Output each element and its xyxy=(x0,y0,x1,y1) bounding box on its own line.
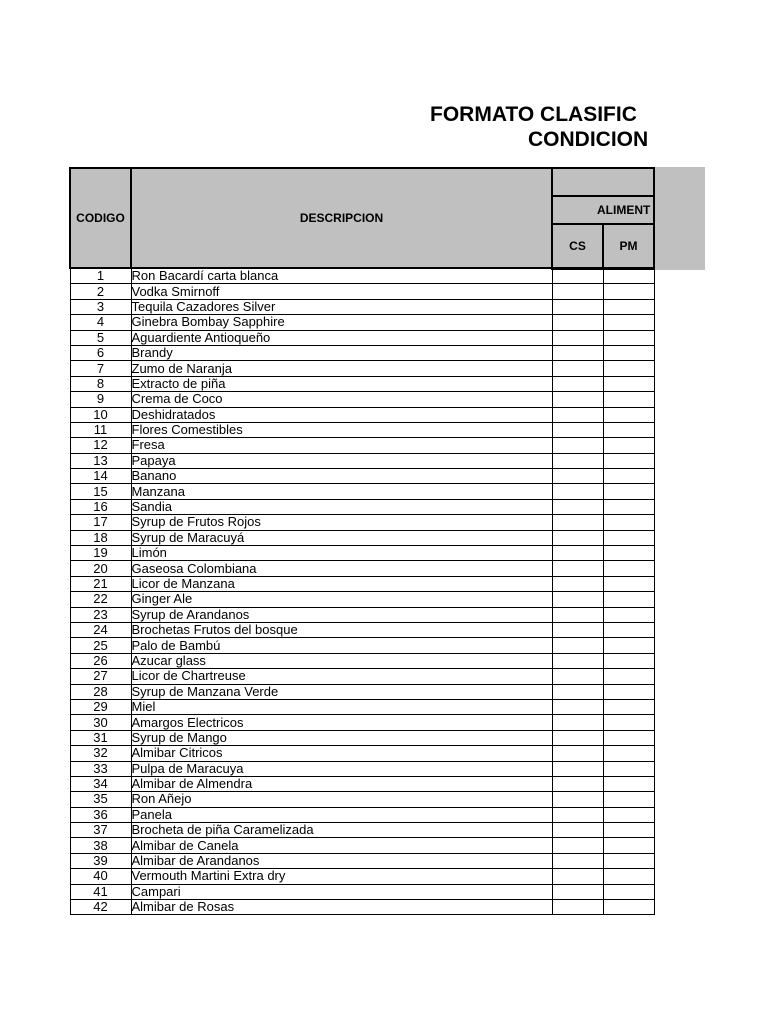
row-description: Zumo de Naranja xyxy=(131,361,552,376)
row-pm-cell[interactable] xyxy=(603,730,654,745)
row-pm-cell[interactable] xyxy=(603,330,654,345)
row-code: 3 xyxy=(70,299,131,314)
row-pm-cell[interactable] xyxy=(603,546,654,561)
row-pm-cell[interactable] xyxy=(603,376,654,391)
table-row xyxy=(70,684,654,699)
row-description: Vermouth Martini Extra dry xyxy=(131,869,552,884)
table-row xyxy=(70,838,654,853)
row-description: Aguardiente Antioqueño xyxy=(131,330,552,345)
row-cs-cell[interactable] xyxy=(552,284,603,299)
row-code: 17 xyxy=(70,515,131,530)
row-pm-cell[interactable] xyxy=(603,453,654,468)
row-cs-cell[interactable] xyxy=(552,392,603,407)
row-cs-cell[interactable] xyxy=(552,715,603,730)
row-cs-cell[interactable] xyxy=(552,422,603,437)
row-description: Almibar de Canela xyxy=(131,838,552,853)
header-pm: PM xyxy=(603,224,654,268)
row-cs-cell[interactable] xyxy=(552,484,603,499)
table-row xyxy=(70,853,654,868)
row-description: Almibar de Rosas xyxy=(131,900,552,915)
row-code: 21 xyxy=(70,576,131,591)
table-row xyxy=(70,776,654,791)
row-cs-cell[interactable] xyxy=(552,499,603,514)
row-pm-cell[interactable] xyxy=(603,607,654,622)
row-pm-cell[interactable] xyxy=(603,315,654,330)
table-row xyxy=(70,530,654,545)
table-row xyxy=(70,576,654,591)
row-code: 4 xyxy=(70,315,131,330)
row-pm-cell[interactable] xyxy=(603,853,654,868)
row-cs-cell[interactable] xyxy=(552,638,603,653)
row-description: Azucar glass xyxy=(131,653,552,668)
row-description: Miel xyxy=(131,699,552,714)
row-code: 25 xyxy=(70,638,131,653)
row-cs-cell[interactable] xyxy=(552,592,603,607)
row-cs-cell[interactable] xyxy=(552,869,603,884)
row-description: Ginger Ale xyxy=(131,592,552,607)
row-pm-cell[interactable] xyxy=(603,638,654,653)
row-pm-cell[interactable] xyxy=(603,653,654,668)
row-description: Brochetas Frutos del bosque xyxy=(131,622,552,637)
row-description: Vodka Smirnoff xyxy=(131,284,552,299)
document-title-line1: FORMATO CLASIFIC xyxy=(430,103,637,126)
row-description: Crema de Coco xyxy=(131,392,552,407)
row-description: Syrup de Arandanos xyxy=(131,607,552,622)
row-cs-cell[interactable] xyxy=(552,792,603,807)
row-code: 23 xyxy=(70,607,131,622)
row-pm-cell[interactable] xyxy=(603,622,654,637)
header-group-top xyxy=(552,168,654,196)
row-description: Gaseosa Colombiana xyxy=(131,561,552,576)
row-code: 15 xyxy=(70,484,131,499)
row-description: Manzana xyxy=(131,484,552,499)
row-cs-cell[interactable] xyxy=(552,376,603,391)
classification-table xyxy=(69,167,655,915)
row-code: 13 xyxy=(70,453,131,468)
row-cs-cell[interactable] xyxy=(552,853,603,868)
row-cs-cell[interactable] xyxy=(552,653,603,668)
row-description: Amargos Electricos xyxy=(131,715,552,730)
table-row xyxy=(70,746,654,761)
table-row xyxy=(70,361,654,376)
row-cs-cell[interactable] xyxy=(552,530,603,545)
row-cs-cell[interactable] xyxy=(552,576,603,591)
row-pm-cell[interactable] xyxy=(603,776,654,791)
row-code: 1 xyxy=(70,268,131,284)
table-row xyxy=(70,638,654,653)
row-code: 26 xyxy=(70,653,131,668)
header-codigo: CODIGO xyxy=(70,168,131,268)
header-shading-overflow xyxy=(654,167,705,270)
table-row xyxy=(70,392,654,407)
row-cs-cell[interactable] xyxy=(552,407,603,422)
row-description: Banano xyxy=(131,469,552,484)
row-code: 11 xyxy=(70,422,131,437)
row-description: Tequila Cazadores Silver xyxy=(131,299,552,314)
row-pm-cell[interactable] xyxy=(603,884,654,899)
row-code: 31 xyxy=(70,730,131,745)
row-pm-cell[interactable] xyxy=(603,284,654,299)
row-pm-cell[interactable] xyxy=(603,823,654,838)
row-cs-cell[interactable] xyxy=(552,838,603,853)
table-row xyxy=(70,268,654,284)
row-description: Deshidratados xyxy=(131,407,552,422)
row-code: 14 xyxy=(70,469,131,484)
row-pm-cell[interactable] xyxy=(603,838,654,853)
row-code: 24 xyxy=(70,622,131,637)
header-descripcion: DESCRIPCION xyxy=(131,168,552,268)
row-code: 9 xyxy=(70,392,131,407)
row-code: 2 xyxy=(70,284,131,299)
row-description: Syrup de Maracuyá xyxy=(131,530,552,545)
row-description: Almibar Citricos xyxy=(131,746,552,761)
row-code: 19 xyxy=(70,546,131,561)
row-cs-cell[interactable] xyxy=(552,669,603,684)
table-row xyxy=(70,315,654,330)
row-cs-cell[interactable] xyxy=(552,807,603,822)
table-row xyxy=(70,546,654,561)
row-pm-cell[interactable] xyxy=(603,499,654,514)
row-pm-cell[interactable] xyxy=(603,345,654,360)
table-row xyxy=(70,699,654,714)
row-description: Fresa xyxy=(131,438,552,453)
row-code: 6 xyxy=(70,345,131,360)
table-row xyxy=(70,823,654,838)
row-pm-cell[interactable] xyxy=(603,438,654,453)
table-row xyxy=(70,807,654,822)
row-pm-cell[interactable] xyxy=(603,746,654,761)
row-description: Licor de Chartreuse xyxy=(131,669,552,684)
row-code: 5 xyxy=(70,330,131,345)
row-pm-cell[interactable] xyxy=(603,669,654,684)
row-code: 16 xyxy=(70,499,131,514)
row-cs-cell[interactable] xyxy=(552,515,603,530)
row-cs-cell[interactable] xyxy=(552,684,603,699)
row-cs-cell[interactable] xyxy=(552,900,603,915)
row-code: 27 xyxy=(70,669,131,684)
row-pm-cell[interactable] xyxy=(603,869,654,884)
row-pm-cell[interactable] xyxy=(603,392,654,407)
table-row xyxy=(70,884,654,899)
row-cs-cell[interactable] xyxy=(552,453,603,468)
row-cs-cell[interactable] xyxy=(552,469,603,484)
row-pm-cell[interactable] xyxy=(603,715,654,730)
table-row xyxy=(70,453,654,468)
row-cs-cell[interactable] xyxy=(552,561,603,576)
row-description: Sandia xyxy=(131,499,552,514)
row-pm-cell[interactable] xyxy=(603,761,654,776)
row-description: Pulpa de Maracuya xyxy=(131,761,552,776)
row-code: 35 xyxy=(70,792,131,807)
row-code: 34 xyxy=(70,776,131,791)
row-pm-cell[interactable] xyxy=(603,807,654,822)
table-row xyxy=(70,592,654,607)
table-row xyxy=(70,669,654,684)
table-row xyxy=(70,330,654,345)
row-cs-cell[interactable] xyxy=(552,299,603,314)
row-code: 8 xyxy=(70,376,131,391)
row-description: Licor de Manzana xyxy=(131,576,552,591)
table-row xyxy=(70,407,654,422)
row-cs-cell[interactable] xyxy=(552,730,603,745)
header-cs: CS xyxy=(552,224,603,268)
row-code: 30 xyxy=(70,715,131,730)
table-row xyxy=(70,869,654,884)
row-pm-cell[interactable] xyxy=(603,592,654,607)
row-code: 42 xyxy=(70,900,131,915)
table-row xyxy=(70,345,654,360)
table-row xyxy=(70,499,654,514)
row-description: Extracto de piña xyxy=(131,376,552,391)
row-description: Brandy xyxy=(131,345,552,360)
row-description: Ginebra Bombay Sapphire xyxy=(131,315,552,330)
row-cs-cell[interactable] xyxy=(552,438,603,453)
row-cs-cell[interactable] xyxy=(552,761,603,776)
row-description: Limón xyxy=(131,546,552,561)
row-code: 20 xyxy=(70,561,131,576)
row-code: 40 xyxy=(70,869,131,884)
row-description: Syrup de Mango xyxy=(131,730,552,745)
row-description: Almibar de Arandanos xyxy=(131,853,552,868)
row-pm-cell[interactable] xyxy=(603,422,654,437)
table-row xyxy=(70,376,654,391)
row-code: 38 xyxy=(70,838,131,853)
row-cs-cell[interactable] xyxy=(552,607,603,622)
row-pm-cell[interactable] xyxy=(603,407,654,422)
table-row xyxy=(70,561,654,576)
row-cs-cell[interactable] xyxy=(552,776,603,791)
table-row xyxy=(70,653,654,668)
row-pm-cell[interactable] xyxy=(603,576,654,591)
row-description: Ron Añejo xyxy=(131,792,552,807)
row-pm-cell[interactable] xyxy=(603,530,654,545)
row-cs-cell[interactable] xyxy=(552,361,603,376)
row-pm-cell[interactable] xyxy=(603,684,654,699)
table-row xyxy=(70,715,654,730)
row-pm-cell[interactable] xyxy=(603,484,654,499)
row-description: Almibar de Almendra xyxy=(131,776,552,791)
row-description: Papaya xyxy=(131,453,552,468)
row-pm-cell[interactable] xyxy=(603,515,654,530)
row-code: 10 xyxy=(70,407,131,422)
row-cs-cell[interactable] xyxy=(552,315,603,330)
row-description: Brocheta de piña Caramelizada xyxy=(131,823,552,838)
table-row xyxy=(70,730,654,745)
row-cs-cell[interactable] xyxy=(552,622,603,637)
row-pm-cell[interactable] xyxy=(603,361,654,376)
table-row xyxy=(70,900,654,915)
table-row xyxy=(70,484,654,499)
document-title-line2: CONDICION xyxy=(528,128,649,151)
row-code: 32 xyxy=(70,746,131,761)
row-cs-cell[interactable] xyxy=(552,746,603,761)
row-code: 18 xyxy=(70,530,131,545)
row-cs-cell[interactable] xyxy=(552,345,603,360)
row-pm-cell[interactable] xyxy=(603,299,654,314)
row-code: 29 xyxy=(70,699,131,714)
row-pm-cell[interactable] xyxy=(603,900,654,915)
table-row xyxy=(70,792,654,807)
row-code: 36 xyxy=(70,807,131,822)
row-description: Palo de Bambú xyxy=(131,638,552,653)
row-description: Flores Comestibles xyxy=(131,422,552,437)
row-code: 33 xyxy=(70,761,131,776)
row-code: 41 xyxy=(70,884,131,899)
table-row xyxy=(70,438,654,453)
row-description: Ron Bacardí carta blanca xyxy=(131,268,552,284)
row-pm-cell[interactable] xyxy=(603,699,654,714)
row-code: 12 xyxy=(70,438,131,453)
row-cs-cell[interactable] xyxy=(552,699,603,714)
table-row xyxy=(70,515,654,530)
row-cs-cell[interactable] xyxy=(552,823,603,838)
table-row xyxy=(70,422,654,437)
row-description: Syrup de Manzana Verde xyxy=(131,684,552,699)
row-cs-cell[interactable] xyxy=(552,268,603,284)
header-alimentos: ALIMENT xyxy=(552,196,654,224)
row-pm-cell[interactable] xyxy=(603,561,654,576)
row-pm-cell[interactable] xyxy=(603,469,654,484)
table-row xyxy=(70,284,654,299)
row-pm-cell[interactable] xyxy=(603,792,654,807)
row-cs-cell[interactable] xyxy=(552,546,603,561)
table-row xyxy=(70,607,654,622)
row-code: 37 xyxy=(70,823,131,838)
row-pm-cell[interactable] xyxy=(603,268,654,284)
row-description: Panela xyxy=(131,807,552,822)
table-row xyxy=(70,761,654,776)
row-code: 28 xyxy=(70,684,131,699)
row-description: Campari xyxy=(131,884,552,899)
row-code: 22 xyxy=(70,592,131,607)
row-cs-cell[interactable] xyxy=(552,330,603,345)
table-row xyxy=(70,622,654,637)
row-cs-cell[interactable] xyxy=(552,884,603,899)
row-code: 7 xyxy=(70,361,131,376)
table-row xyxy=(70,299,654,314)
row-description: Syrup de Frutos Rojos xyxy=(131,515,552,530)
row-code: 39 xyxy=(70,853,131,868)
table-row xyxy=(70,469,654,484)
